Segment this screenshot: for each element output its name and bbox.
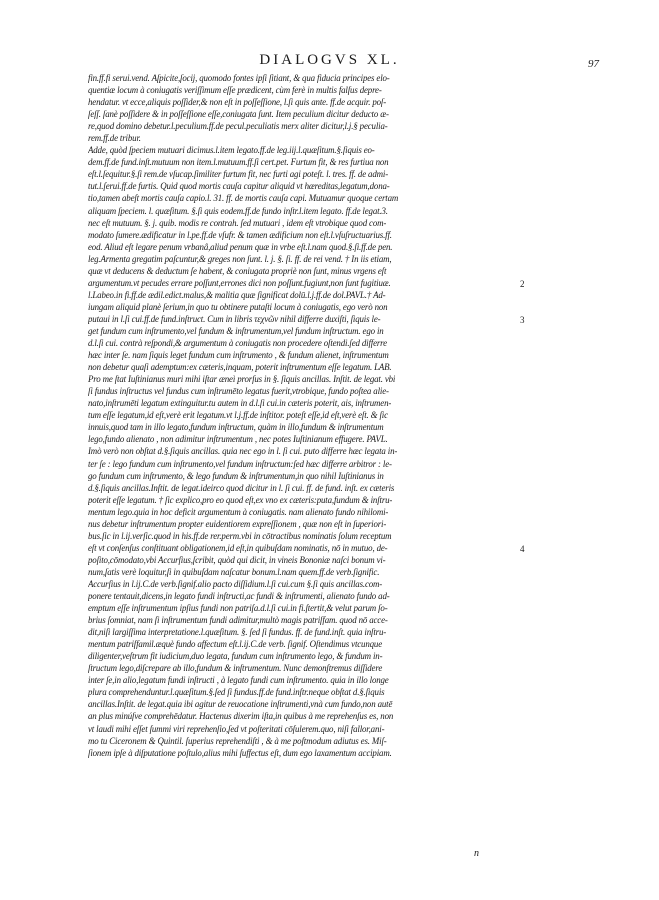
text-line: non debetur quaſi ademptum:ex cæteris,inquam, poterit inſtrumentum eſſe legatum. LAB. <box>88 362 392 373</box>
text-line: poſito,cōmodato,vbi Accurſius,ſcribit, quòd qui dicit, in vineis Bononiæ naſci bonum vi- <box>88 554 386 565</box>
text-line: argumentum.vt pecudes errare poſſunt,errones dici non poſſunt.fugiunt,non ſunt fugitiuæ. <box>88 277 391 288</box>
text-line: tio,tamen abeſt mortis cauſa capio.l. 31. ff. de mortis cauſa capi. Mutuamur quoque certam <box>88 193 399 204</box>
text-line: eſt.l.ſequitur.§.ſi rem.de vſucap.ſimiliter furtum fit, nec furti agi poteſt. l. tres. ff. de admi- <box>88 169 389 180</box>
text-line: tum eſſe legatum,id eſt,verè erit legatum.vt l.j.ff.de inſtitor. poteſt eſſe,id eſt,verè eſt. & ſic <box>88 410 388 421</box>
text-line: get fundum cum inſtrumento,vel fundum & inſtrumentum,vel fundum inſtructum. ego in <box>88 325 384 336</box>
text-line: hæc inter ſe. nam ſiquis leget fundum cum inſtrumento , & fundum alienet, inſtrumentum <box>88 350 389 361</box>
text-line: iungam aliquid planè ſerium,in quo tu obtinere putaſti locum à coniugatis, ego verò non <box>88 301 388 312</box>
text-line: nato,inſtrumēti legatum extinguitur.tu autem in d.l.ſi cui.in cæteris poterit, ais, inſtrumen- <box>88 398 392 409</box>
text-line: quentiæ locum à coniugatis veriſſimum eſſe prædicent, cùm ferè in multis falſus depre- <box>88 85 382 96</box>
text-line: nec eſt mutuum. §. j. quib. modis re contrah. ſed mutuari , idem eſt vtrobique quod com- <box>88 217 387 228</box>
margin-note: 4 <box>520 544 525 554</box>
text-line: innuis,quod tam in illo legato,fundum inſtructum, quàm in illo,fundum & inſtrumentum <box>88 422 384 433</box>
text-line: Pro me ſtat Iuſtinianus muri mihi iſtar æneì prorſus in §. ſiquis ancillas. Inſtit. de legat. vbi <box>88 374 396 385</box>
text-line: plura comprehenduntur.l.quæſitum.§.ſed ſi fundus.ff.de fund.inſtr.neque obſtat d.§.ſiquis <box>88 687 385 698</box>
text-line: Imò verò non obſtat d.§.ſiquis ancillas. quia nec ego in l. ſi cui. puto differre hæc legata in- <box>88 446 398 457</box>
text-line: d.l.ſi cui. contrà reſpondi,& argumentum à coniugatis non procedere oſtendi.ſed differre <box>88 338 387 349</box>
text-line: modato ſumere.ædificatur in l.pe.ff.de vſufr. & tamen ædificium non eſt.l.vſuſructuarius.ff. <box>88 229 392 240</box>
text-line: dem.ff.de fund.inſt.mutuum non item.l.mutuum.ff.ſi cert.pet. Furtum fit, & res furtiua non <box>88 157 389 168</box>
catchword: n <box>474 848 479 859</box>
text-line: num,ſatis verè loquitur,ſi in quibuſdam naſcatur bonum.l.nam quem.ff.de verb.ſignific. <box>88 566 380 577</box>
text-line: nus debetur inſtrumentum propter euidentiorem expreſſionem , quæ non eſt in ſuperiori- <box>88 518 387 529</box>
text-line: leg.Armenta gregatim paſcuntur,& greges non ſunt. l. j. §. ſi. ff. de rei vend. † In iis etiam, <box>88 253 392 264</box>
text-line: ter ſe : lego fundum cum inſtrumento,vel fundum inſtructum:ſed hæc differre arbitror : le- <box>88 458 392 469</box>
running-title: DIALOGVS XL. <box>259 52 400 68</box>
text-line: l.Labeo.in fi.ff.de ædil.edict.malus,& malitia quæ ſignificat dolū.l.j.ff.de dol.PAVL.† Ad- <box>88 289 386 300</box>
margin-note: 3 <box>520 315 525 325</box>
margin-note: 2 <box>520 279 525 289</box>
page-header <box>0 52 659 72</box>
text-line: bus.ſic in l.ij.verſic.quod in his.ff.de rer.perm.vbi in cōtractibus nominatis ſolum receptum <box>88 530 392 541</box>
text-line: ſtructum lego,diſcrepare ab illo,fundum & inſtrumentum. Nunc demonſtremus diſſidere <box>88 663 383 674</box>
text-line: re,quod domino debetur.l.peculium.ff.de pecul.peculiatis merx aliter dicitur,l.j.§ peculia- <box>88 121 388 132</box>
text-line: ſionem ipſe à diſputatione poſtulo,alius mihi ſuffectus eſt, dum ego laxamentum accipiam. <box>88 747 392 758</box>
text-line: Adde, quòd ſpeciem mutuari dicimus.l.item legato.ff.de leg.iij.l.quæſitum.§.ſiquis eo- <box>88 145 375 156</box>
text-line: brius ſomniat, nam ſi inſtrumentum fundi adimitur,multò magis patriſfam. quod nō acce- <box>88 615 388 626</box>
text-line: hendatur. vt ecce,aliquis poſſider,& non eſt in poſſeſſione, l.ſi quis ante. ff.de acquir. poſ- <box>88 97 387 108</box>
text-line: aliquam ſpeciem. l. quæſitum. §.ſi quis eodem.ff.de fundo inſtr.l.item legato. ff.de legat.3. <box>88 205 388 216</box>
text-line: mentum patriſfamil.æquè fundo affectum eſt.l.ij.C.de verb. ſignif. Oſtendimus vtcunque <box>88 639 382 650</box>
text-line: ſi fundus inſtructus vel fundus cum inſtrumēto legatus fuerit,vtrobique, fundo poſtea alie- <box>88 386 389 397</box>
text-line: ancillas.Inſtit. de legat.quia ibi agitur de reuocatione inſtrumenti,vnà cum fundo,non autē <box>88 699 393 710</box>
text-line: poterit eſſe legatum. † ſic explico,pro eo quod eſt,ex vno ex cæteris:puta,fundum & inſtru- <box>88 494 393 505</box>
text-line: diligenter,veſtrum fit iudicium,duo legata, fundum cum inſtrumento lego, & fundum in- <box>88 651 383 662</box>
text-line: ſeſſ. ſanè poſſidere & in poſſeſſione eſſe,coniugata ſunt. Item peculium dicitur deducto æ- <box>88 109 389 120</box>
text-line: vt laudi mihi eſſet ſummi viri reprehenſio,ſed vt poſteritati cōſulerem.quo, niſi fallor,ani- <box>88 723 385 734</box>
page-number: 97 <box>588 58 599 70</box>
text-line: dit,niſi largiſſima interpretatione.l.quæſitum. §. ſed ſi fundus. ff. de fund.inſt. quia inſtru- <box>88 627 387 638</box>
text-line: rem.ff.de tribur. <box>88 133 141 144</box>
text-line: eſt vt conſenſus conſtituant obligationem,id eſt,in quibuſdam nominatis, nō in mutuo, de- <box>88 542 388 553</box>
text-line: go fundum cum inſtrumento, & lego fundum & inſtrumentum,in quo nihil Iuſtinianus in <box>88 470 384 481</box>
text-line: fin.ff.fi serui.vend. Aſpicite,ſocij, quomodo fontes ipſi ſitiant, & qua fiducia principes elo- <box>88 73 390 83</box>
text-line: tut.l.ſerui.ff.de furtis. Quid quod mortis cauſa capitur aliquid vt hæreditas,legatum,dona- <box>88 181 390 192</box>
text-line: an plus minúſve comprehēdatur. Hactenus dixerim iſta,in quibus à me reprehenſus es, non <box>88 711 394 722</box>
text-line: lego,fundo alienato , non adimitur inſtrumentum , nec potes Iuſtinianum effugere. PAVL. <box>88 434 388 445</box>
text-line: emptum eſſe inſtrumentum ipſius fundi non patriſa.d.l.ſi cui.in fi.ſtertit,& velut parum ſo- <box>88 603 388 614</box>
text-line: putaui in l.ſi cui.ff.de fund.inſtruct. Cum in libris τεχνῶν nihil differre duxiſti, ſiquis le- <box>88 313 381 324</box>
text-line: ponere tentauit,dicens,in legato fundi inſtructi,ac fundi & inſtrumenti, alienato fundo ad- <box>88 591 390 602</box>
text-line: eod. Aliud eſt legare penum vrbanâ,aliud penum quæ in vrbe eſt.l.nam quod.§.ſi.ff.de pen. <box>88 241 393 252</box>
text-line: inter ſe,in alio,legatum fundi inſtructi , à legato fundi cum inſtrumento. quia in illo longe <box>88 675 389 686</box>
text-line: mo tu Ciceronem & Quintil. ſuperius reprehendiſti , & à me poſtmodum adiutus es. Miſ- <box>88 735 387 746</box>
body-text <box>88 72 516 759</box>
text-line: d.§.ſiquis ancillas.Inſtit. de legat.ideirco quod dicitur in l. ſi cui. ff. de fund. inſt. ex cæteris <box>88 482 395 493</box>
text-line: mentum lego.quia in hoc deficit argumentum à coniugatis. nam alienato fundo nihilomi- <box>88 506 389 517</box>
text-line: Accurſius in l.ij.C.de verb.ſignif.alio pacto diſſidium.l.ſi cui.cum §.ſi quis ancillas.com- <box>88 578 383 589</box>
text-line: quæ vt deducens & deductum ſe habent, & coniugata propriè non ſunt, minus vrgens eſt <box>88 265 387 276</box>
